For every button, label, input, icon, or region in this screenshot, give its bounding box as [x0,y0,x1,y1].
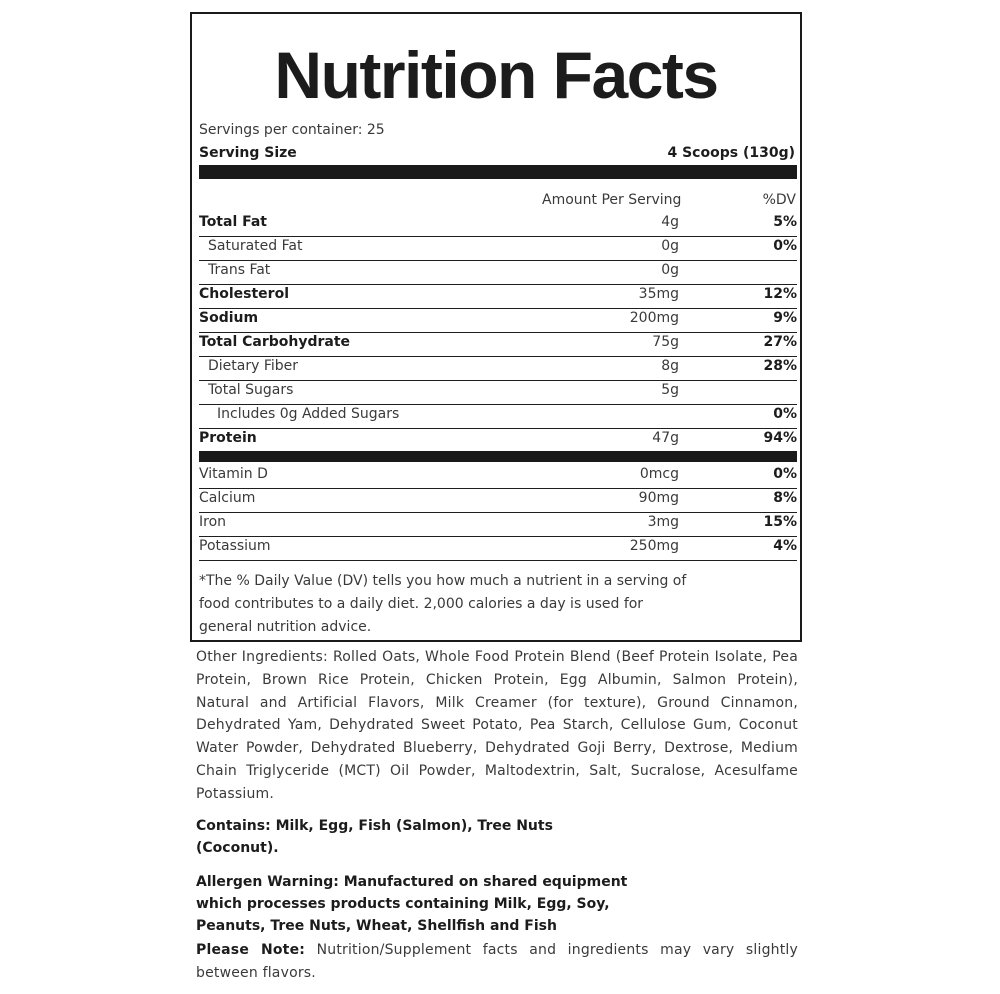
contains-statement: Contains: Milk, Egg, Fish (Salmon), Tree Nuts (Coconut). [196,818,553,856]
nutrient-row [199,212,797,237]
nutrient-name: Includes 0g Added Sugars [217,406,400,422]
nutrient-row [199,428,797,452]
nutrient-name: Total Sugars [208,382,294,398]
please-note-label: Please Note: [196,942,306,958]
nutrient-amount: 8g [661,358,679,374]
serving-size-row [199,145,795,161]
nutrient-dv: 94% [763,430,797,446]
please-note [196,939,798,985]
please-note-text: Nutrition/Supplement facts and ingredients may vary slightly between flavors. [196,942,798,981]
nutrient-amount: 47g [652,430,679,446]
label-title: Nutrition Facts [274,38,718,112]
vitamin-amount: 3mg [647,514,679,530]
nutrient-name: Total Fat [199,214,268,230]
vitamin-name: Potassium [199,538,271,554]
nutrient-name: Trans Fat [208,262,271,278]
thick-divider [199,165,797,179]
nutrient-amount: 0g [661,262,679,278]
nutrient-dv: 0% [773,406,797,422]
other-ingredients: Other Ingredients: Rolled Oats, Whole Food Protein Blend (Beef Protein Isolate, Pea Protein, Brown Rice Protein, Chicken Protein, Egg Albumin, Salmon Protein), Natural and Artificial Flavors, Milk Creamer (for texture), Ground Cinnamon, Dehydrated Yam, Dehydrated Sweet Potato, Pea Starch, Cellulose Gum, Coconut Water Powder, Dehydrated Blueberry, Dehydrated Goji Berry, Dextrose, Medium Chain Triglyceride (MCT) Oil Powder, Maltodextrin, Salt, Sucralose, Acesulfame Potassium. [196,649,798,802]
vitamin-row [199,536,797,561]
nutrient-name: Cholesterol [199,286,289,302]
nutrient-row [199,356,797,381]
allergen-warning: Allergen Warning: Manufactured on shared equipment which processes products containing Milk, Egg, Soy, Peanuts, Tree Nuts, Wheat, Shellfish and Fish [196,874,628,934]
nutrient-amount: 5g [661,382,679,398]
nutrient-amount: 75g [652,334,679,350]
vitamin-dv: 15% [763,514,797,530]
vitamin-amount: 0mcg [639,466,679,482]
nutrient-row [199,308,797,333]
vitamin-row [199,464,797,489]
amount-per-serving-header: Amount Per Serving [542,192,682,208]
nutrient-name: Protein [199,430,257,446]
serving-size-label: Serving Size [199,145,297,161]
vitamin-name: Iron [199,514,227,530]
nutrient-name: Sodium [199,310,259,326]
vitamin-amount: 90mg [638,490,679,506]
nutrition-facts-label [190,12,802,642]
vitamin-dv: 0% [773,466,797,482]
nutrient-name: Saturated Fat [208,238,303,254]
nutrient-row [199,260,797,285]
nutrient-dv: 27% [763,334,797,350]
vitamin-name: Vitamin D [199,466,268,482]
vitamin-dv: 4% [773,538,797,554]
nutrient-amount: 35mg [638,286,679,302]
vitamin-row [199,512,797,537]
nutrient-dv: 9% [773,310,797,326]
servings-per-container: Servings per container: 25 [199,122,385,138]
nutrient-amount: 200mg [629,310,679,326]
daily-value-footnote: *The % Daily Value (DV) tells you how much a nutrient in a serving of food contributes to a daily diet. 2,000 calories a day is used for general nutrition advice. [199,573,687,635]
nutrient-row [199,380,797,405]
nutrient-dv: 12% [763,286,797,302]
nutrient-amount: 0g [661,238,679,254]
nutrient-dv: 0% [773,238,797,254]
vitamin-name: Calcium [199,490,256,506]
vitamin-row [199,488,797,513]
thick-divider [199,451,797,462]
dv-header: %DV [762,192,796,208]
nutrient-name: Total Carbohydrate [199,334,351,350]
nutrient-row [199,236,797,261]
vitamin-amount: 250mg [629,538,679,554]
nutrient-row [199,404,797,429]
nutrient-dv: 5% [773,214,797,230]
nutrient-name: Dietary Fiber [208,358,299,374]
nutrient-row [199,332,797,357]
nutrient-row [199,284,797,309]
serving-size-value: 4 Scoops (130g) [667,145,795,161]
nutrient-dv: 28% [763,358,797,374]
nutrient-amount: 4g [661,214,679,230]
vitamin-dv: 8% [773,490,797,506]
